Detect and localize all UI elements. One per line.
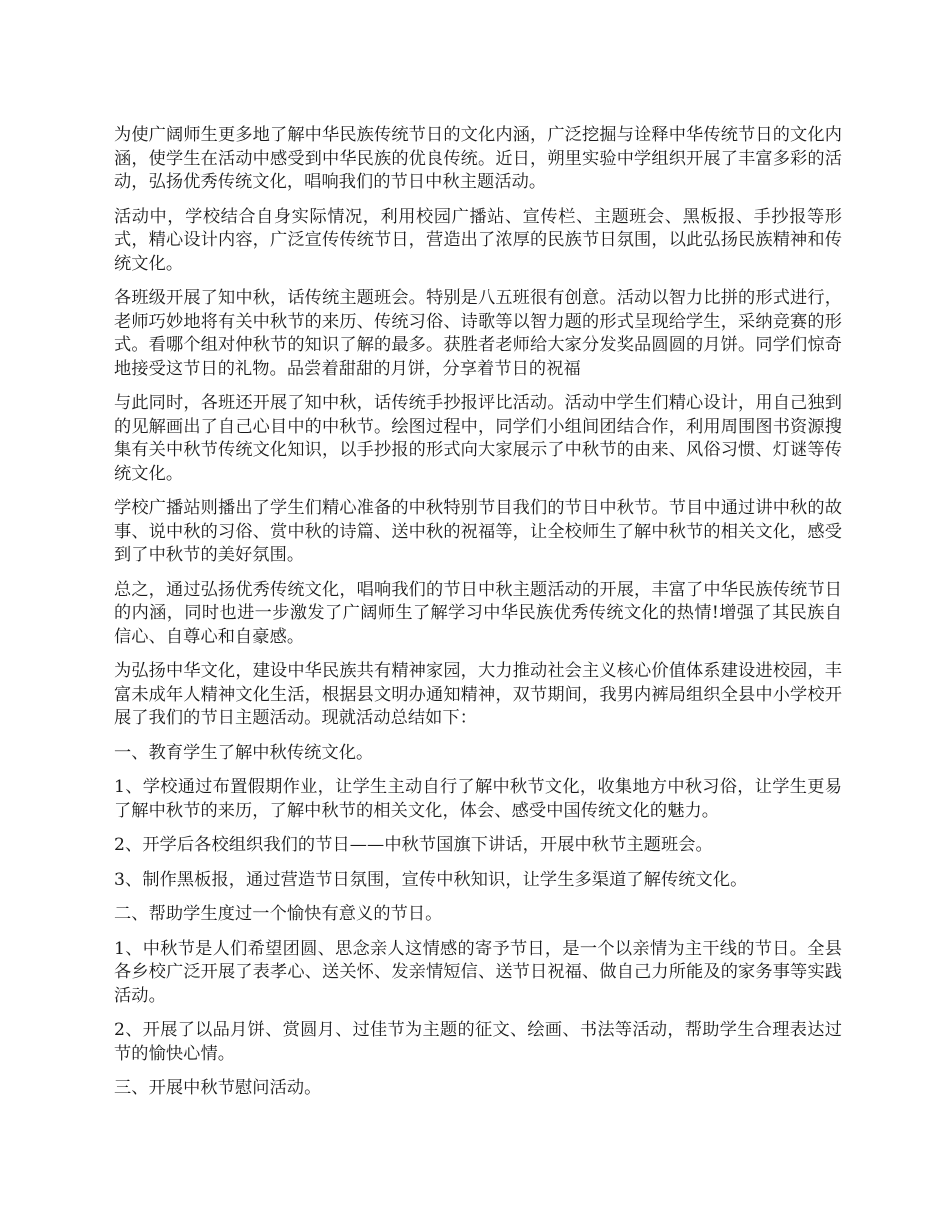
section-heading: 二、帮助学生度过一个愉快有意义的节日。 [114,904,443,924]
paragraph: 学校广播站则播出了学生们精心准备的中秋特别节目我们的节日中秋节。节目中通过讲中秋的故事、说中秋的习俗、赏中秋的诗篇、送中秋的祝福等，让全校师生了解中秋节的相关文化，感受到了中秋节的美好氛围。 [114,498,842,565]
paragraph: 总之，通过弘扬优秀传统文化，唱响我们的节日中秋主题活动的开展，丰富了中华民族传统节日的内涵，同时也进一步激发了广阔师生了解学习中华民族优秀传统文化的热情!增强了其民族自信心、自尊心和自豪感。 [114,579,842,647]
paragraph: 为使广阔师生更多地了解中华民族传统节日的文化内涵，广泛挖掘与诠释中华传统节日的文化内涵，使学生在活动中感受到中华民族的优良传统。近日，朔里实验中学组织开展了丰富多彩的活动，弘扬优秀传统文化，唱响我们的节日中秋主题活动。 [114,125,842,192]
list-item: 2、开学后各校组织我们的节日——中秋节国旗下讲话，开展中秋节主题班会。 [114,835,713,855]
list-item: 1、中秋节是人们希望团圆、思念亲人这情感的寄予节日，是一个以亲情为主干线的节日。全县各乡校广泛开展了表孝心、送关怀、发亲情短信、送节日祝福、做自己力所能及的家务事等实践活动。 [114,938,842,1006]
list-item: 3、制作黑板报，通过营造节日氛围，宣传中秋知识，让学生多渠道了解传统文化。 [114,869,748,890]
document-body [114,124,842,1112]
section-heading: 一、教育学生了解中秋传统文化。 [114,742,374,763]
paragraph: 活动中，学校结合自身实际情况，利用校园广播站、宣传栏、主题班会、黑板报、手抄报等形式，精心设计内容，广泛宣传传统节日，营造出了浓厚的民族节日氛围，以此弘扬民族精神和传统文化。 [114,206,842,274]
paragraph: 为弘扬中华文化，建设中华民族共有精神家园，大力推动社会主义核心价值体系建设进校园，丰富未成年人精神文化生活，根据县文明办通知精神，双节期间，我男内裤局组织全县中小学校开展了我们的节日主题活动。现就活动总结如下： [114,661,842,728]
section-heading: 三、开展中秋节慰问活动。 [114,1078,322,1098]
list-item: 1、学校通过布置假期作业，让学生主动自行了解中秋节文化，收集地方中秋习俗，让学生更易了解中秋节的来历，了解中秋节的相关文化，体会、感受中国传统文化的魅力。 [114,777,842,821]
paragraph: 与此同时，各班还开展了知中秋，话传统手抄报评比活动。活动中学生们精心设计，用自己独到的见解画出了自己心目中的中秋节。绘图过程中，同学们小组间团结合作，利用周围图书资源搜集有关中秋节传统文化知识，以手抄报的形式向大家展示了中秋节的由来、风俗习惯、灯谜等传统文化。 [114,393,842,484]
paragraph: 各班级开展了知中秋，话传统主题班会。特别是八五班很有创意。活动以智力比拼的形式进行，老师巧妙地将有关中秋节的来历、传统习俗、诗歌等以智力题的形式呈现给学生，采纳竞赛的形式。看哪个组对仲秋节的知识了解的最多。获胜者老师给大家分发奖品圆圆的月饼。同学们惊奇地接受这节日的礼物。品尝着甜甜的月饼，分享着节日的祝福 [114,288,842,379]
list-item: 2、开展了以品月饼、赏圆月、过佳节为主题的征文、绘画、书法等活动，帮助学生合理表达过节的愉快心情。 [114,1020,842,1064]
